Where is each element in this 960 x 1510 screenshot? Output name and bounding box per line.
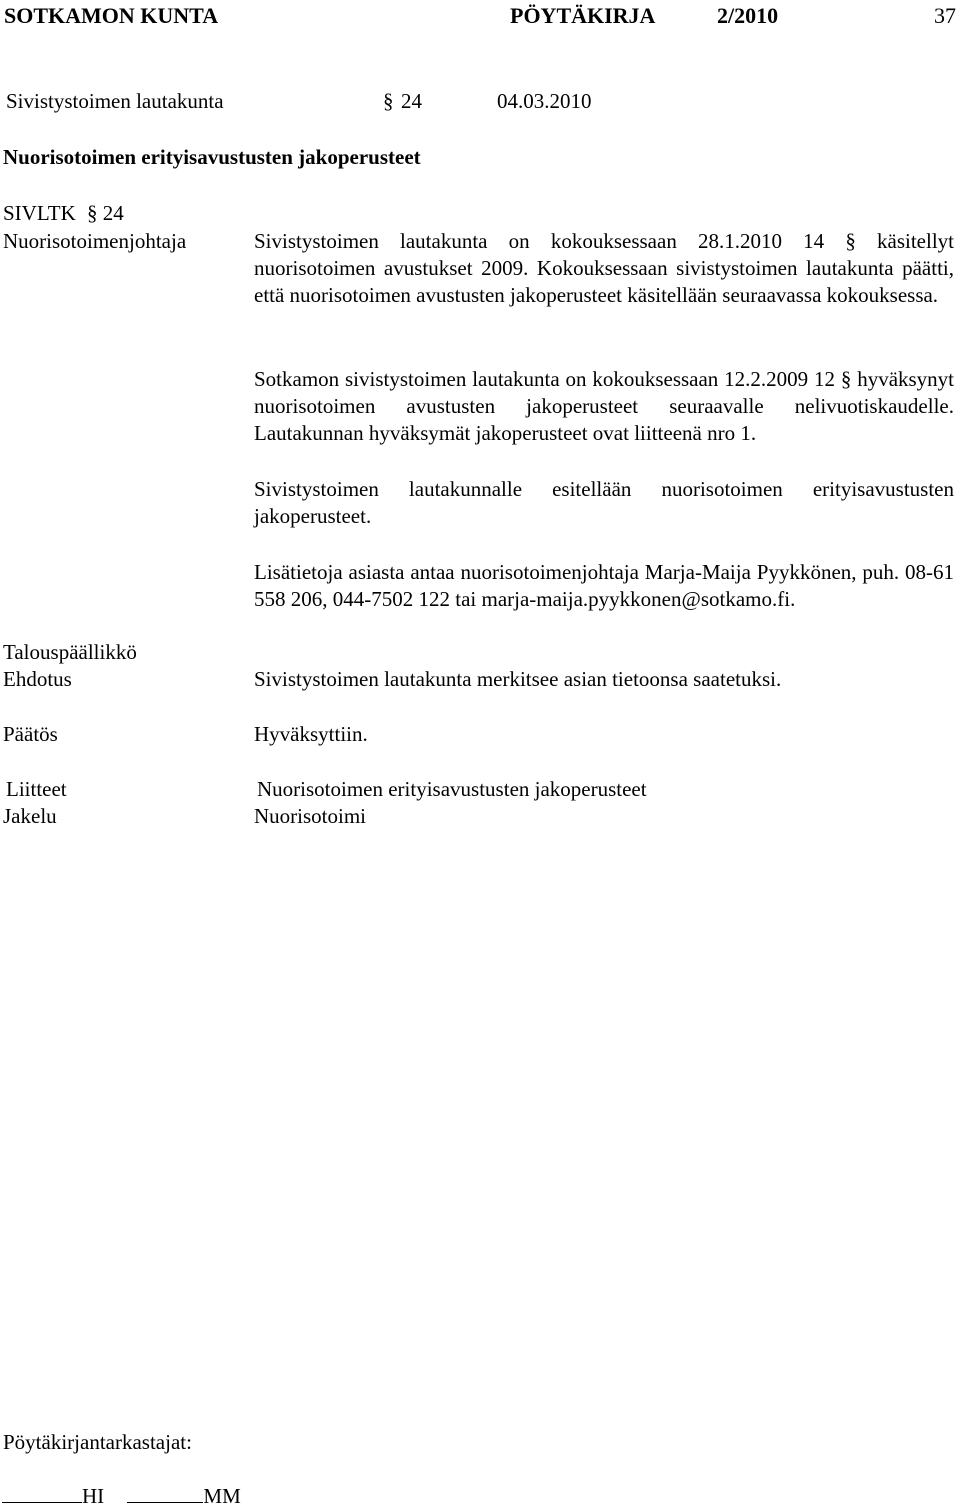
document-type: PÖYTÄKIRJA — [510, 3, 656, 28]
section-symbol: § — [383, 89, 394, 113]
minutes-checkers-label: Pöytäkirjantarkastajat: — [3, 1430, 192, 1454]
proposal-label: Ehdotus — [3, 667, 72, 691]
page-number: 37 — [934, 3, 956, 28]
decision-text: Hyväksyttiin. — [254, 722, 368, 746]
meeting-date: 04.03.2010 — [497, 89, 592, 113]
signature-line — [2, 1484, 82, 1503]
document-number: 2/2010 — [717, 3, 779, 28]
attachments-text: Nuorisotoimen erityisavustusten jakoperusteet — [257, 777, 647, 801]
signature-initials — [2, 1483, 241, 1510]
attachments-label: Liitteet — [6, 777, 67, 801]
initials-1: HI — [82, 1484, 105, 1508]
case-paragraph-2: Sotkamon sivistystoimen lautakunta on kokouksessaan 12.2.2009 12 § hyväksynyt nuorisotoimen avustusten jakoperusteet seuraavalle nelivuotiskaudelle. Lautakunnan hyväksymät jakoperusteet ovat liitteenä nro 1. — [254, 367, 955, 445]
distribution-text: Nuorisotoimi — [254, 804, 367, 828]
case-paragraph-3: Sivistystoimen lautakunnalle esitellään nuorisotoimen erityisavustusten jakoperusteet. — [254, 477, 954, 528]
case-reference — [3, 200, 124, 227]
section-symbol: § — [840, 367, 852, 391]
proposal-text: Sivistystoimen lautakunta merkitsee asian tietoonsa saatetuksi. — [254, 667, 782, 691]
case-ref-number: 24 — [102, 201, 124, 225]
case-paragraph-1: Sivistystoimen lautakunta on kokouksessaan 28.1.2010 14 § käsitellyt nuorisotoimen avustukset 2009. Kokouksessaan sivistystoimen lautakunta päätti, että nuorisotoimen avustusten jakoperusteet käsitellään seuraavassa kokouksessa. — [254, 229, 954, 307]
case-paragraph-4: Lisätietoja asiasta antaa nuorisotoimenjohtaja Marja-Maija Pyykkönen, puh. 08-61 558 206, 044-7502 122 tai marja-maija.pyykkonen@sotkamo.fi. — [254, 560, 954, 611]
meeting-body: Sivistystoimen lautakunta — [6, 89, 224, 113]
section-symbol: § — [845, 229, 856, 253]
signature-line — [127, 1484, 203, 1503]
distribution-label: Jakelu — [3, 804, 57, 828]
municipality-name: SOTKAMON KUNTA — [4, 3, 219, 28]
decision-label: Päätös — [3, 722, 58, 746]
case-ref-symbol: § — [86, 201, 98, 225]
initials-2: MM — [203, 1484, 241, 1508]
case-ref-prefix: SIVLTK — [3, 201, 76, 225]
proposer-label: Talouspäällikkö — [3, 640, 137, 664]
section-number: 24 — [401, 89, 422, 113]
subject-title: Nuorisotoimen erityisavustusten jakoperusteet — [3, 145, 421, 169]
preparer-label: Nuorisotoimenjohtaja — [3, 229, 187, 253]
